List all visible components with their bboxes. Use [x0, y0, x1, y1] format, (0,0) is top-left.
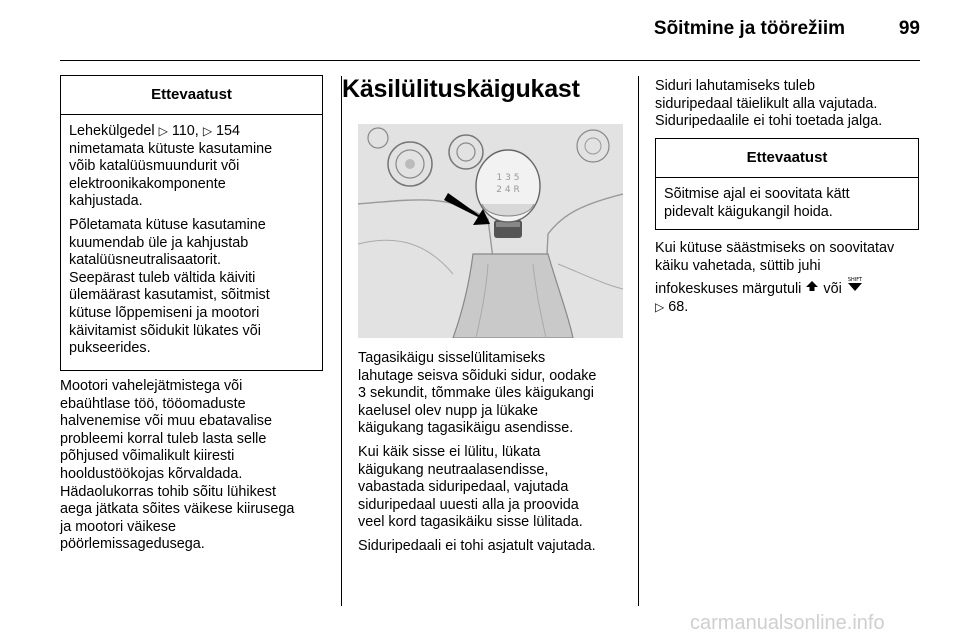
warning-box-title: Ettevaatust: [61, 76, 322, 115]
warning-text-line: ülemäärast kasutamist, sõitmist: [69, 287, 270, 304]
col2-paragraph-1: [358, 350, 633, 438]
body-text-line: Tagasikäigu sisselülitamiseks: [358, 350, 546, 366]
warning-box-col3: [655, 138, 919, 230]
warning-text-line: pidevalt käigukangil hoida.: [664, 203, 833, 220]
shift-label: SHIFT: [847, 277, 862, 284]
body-text-line: pöörlemissagedusega.: [60, 536, 205, 553]
warning-text-line: kuumendab üle ja kahjustab: [69, 234, 249, 251]
gear-shift-illustration: [358, 124, 623, 338]
page-ref-link[interactable]: 110,: [171, 123, 199, 139]
body-text-line: Siduripedaalile ei tohi toetada jalga.: [655, 113, 883, 130]
body-text-line: veel kord tagasikäiku sisse lülitada.: [358, 514, 583, 531]
body-text-line: või: [823, 281, 842, 298]
warning-text-line: Seepärast tuleb vältida käiviti: [69, 269, 256, 286]
body-text-line: kaelusel olev nupp ja lükake: [358, 402, 539, 419]
column-divider-1: [341, 76, 342, 606]
body-text-line: Hädaolukorras tohib sõitu lühikest: [60, 483, 276, 500]
col1-body-paragraph: [60, 378, 330, 554]
warning-text-line: käivitamist sõidukit lükates või: [69, 322, 261, 339]
col3-intro: [655, 78, 930, 131]
body-text-line: ebaühtlase töö, tööomaduste: [60, 395, 246, 412]
body-text-line: Kui kütuse säästmiseks on soovitatav: [655, 240, 895, 256]
warning-paragraph-1: [69, 123, 314, 211]
page-ref-link[interactable]: 154: [216, 123, 241, 139]
body-text-line: Siduri lahutamiseks tuleb: [655, 78, 815, 94]
body-text-line: käigukang neutraalasendisse,: [358, 461, 549, 478]
page-ref-icon: ▷: [655, 299, 665, 314]
body-text-line: vabastada siduripedaal, vajutada: [358, 479, 569, 496]
warning-text-line: Põletamata kütuse kasutamine: [69, 216, 266, 233]
warning-text-line: nimetamata kütuste kasutamine: [69, 140, 273, 157]
svg-text:2 4 R: 2 4 R: [496, 185, 520, 195]
page-ref-link[interactable]: 68.: [668, 298, 689, 315]
shift-down-icon: [846, 275, 864, 299]
page-ref-icon: ▷: [158, 124, 168, 138]
svg-text:1 3 5: 1 3 5: [496, 173, 520, 183]
body-text-line: probleemi korral tuleb lasta selle: [60, 430, 267, 447]
warning-text-line: Lehekülgedel: [69, 123, 155, 139]
warning-box-body: [61, 115, 322, 364]
page-number: 99: [898, 18, 920, 39]
warning-text-line: pukseerides.: [69, 340, 151, 357]
warning-text-line: võib katalüüsmuundurit või: [69, 158, 240, 175]
col2-paragraph-2: [358, 444, 633, 532]
body-text-line: ja mootori väikese: [60, 518, 176, 535]
body-text-line: halvenemise või muu ebatavalise: [60, 413, 272, 430]
page-header-title: Sõitmine ja töörežiim: [653, 18, 845, 39]
body-text-line: siduripedaal täielikult alla vajutada.: [655, 95, 878, 112]
body-text-line: Mootori vahelejätmistega või: [60, 378, 243, 394]
page-ref-icon: ▷: [202, 124, 213, 138]
col2-text: [358, 350, 633, 556]
column-divider-2: [638, 76, 639, 606]
body-text-line: käiku vahetada, süttib juhi: [655, 257, 821, 274]
body-text-line: infokeskuses märgutuli: [655, 281, 802, 298]
body-text-line: lahutage seisva sõiduki sidur, oodake: [358, 367, 597, 384]
body-text-line: aega jätkata sõites väikese kiirusega: [60, 501, 295, 518]
warning-text-line: katalüüsneutralisaatorit.: [69, 252, 221, 269]
body-text-line: põhjused võimalikult kiiresti: [60, 448, 235, 465]
warning-text-line: elektroonikakomponente: [69, 175, 226, 192]
warning-text-line: kütuse lõppemiseni ja mootori: [69, 304, 260, 321]
shift-up-icon: [805, 279, 819, 299]
body-text-line: hooldustöökojas kõrvaldada.: [60, 465, 243, 482]
warning-box-col1: [60, 75, 323, 371]
body-text-line: Kui käik sisse ei lülitu, lükata: [358, 443, 541, 460]
header-rule: [60, 60, 920, 61]
col3-shift-paragraph: [655, 240, 935, 316]
warning-box-title: Ettevaatust: [656, 139, 918, 178]
warning-text-line: Sõitmise ajal ei soovitata kätt: [664, 186, 850, 202]
warning-paragraph-2: [69, 217, 314, 358]
body-text-line: Siduripedaali ei tohi asjatult vajutada.: [358, 537, 596, 554]
warning-box-body: [656, 178, 918, 227]
body-text-line: siduripedaal uuesti alla ja proovida: [358, 496, 579, 513]
section-title: Käsilülituskäigukast: [342, 75, 580, 103]
watermark: carmanualsonline.info: [690, 612, 885, 634]
col2-paragraph-3: [358, 538, 633, 556]
body-text-line: 3 sekundit, tõmmake üles käigukangi: [358, 385, 594, 402]
body-text-line: käigukang tagasikäigu asendisse.: [358, 420, 574, 437]
warning-text-line: kahjustada.: [69, 193, 143, 210]
